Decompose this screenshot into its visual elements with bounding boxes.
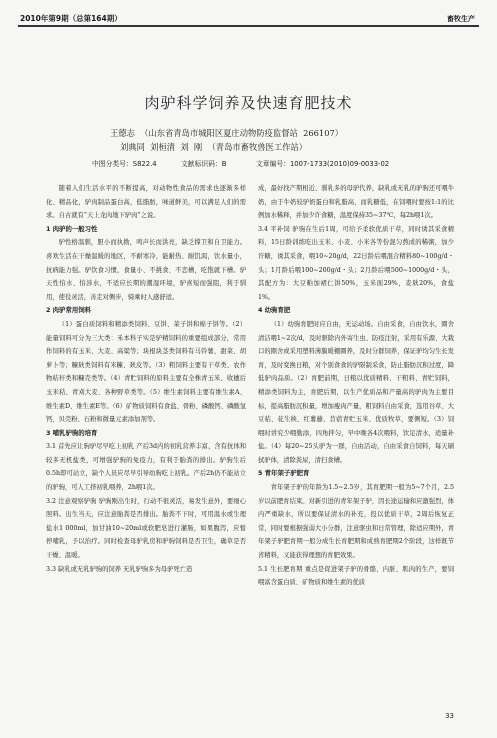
- article-number: 文章编号：1007-1733(2010)09-0033-02: [256, 160, 390, 168]
- journal-section: 畜牧生产: [447, 15, 475, 23]
- section-5-text: 青年架子驴的年龄为1.5~2.5岁，其育肥期一般为5~7个月，2.5岁以前肥育结束。对新引进的青年架子驴，因长途运输和应激强烈，体内严重缺水，所以要保证清水的补充，投以优质干草，2周后恢复正常，同时要根据强弱大小分群，注意驱虫和日常管理，除适应期外，青年架子驴肥育期一般分成生长育肥期和成熟育肥期2个阶段，这样既节省精料，又能获得理想的育肥效果。: [258, 484, 454, 560]
- section-1-heading: 1 肉驴的一般习性: [46, 224, 98, 233]
- document-code: 文献标识码：B: [181, 160, 227, 168]
- clc-number: 中图分类号：S822.4: [92, 160, 157, 168]
- right-column: [258, 182, 454, 590]
- section-2-text: （1）蛋白质饲料和精添类饲料、豆饼、菜子饼和棉子饼等。（2）能量饲料可分为三大类：禾本科子实是驴精饲料的重要组成部分，常用作饲料的有玉米、大麦、高粱等；块根块茎类饲料有马铃薯、甜菜、胡萝卜等；糠麸类饲料有米糠、麸皮等。（3）粗饲料主要有干草类、农作物秸秆类和糠壳类等。（4）青贮饲料的原料主要有全株青玉米、收穗后玉米秸、青刈大麦、各种野草类等。（5）维生素饲料主要有维生素A、维生素D、维生素E等。（6）矿物质饲料有食盐、骨粉、磷酸钙、磷酸氢钙、贝壳粉、石粉和微量元素添加剂等。: [46, 320, 246, 424]
- section-3-4-text: 3.4 平补饲 驴驹在生后1周，可给予柔软优质干草，同时诱其采食精料，15日龄训练吃出玉米、小麦、小米各等份混匀熬成的稀粥，加少许糖，诱其采食，喂10~20g/d，22日龄后喂混合精料80~100g/d・头；1月龄后喂100~200g/d・头；2月龄后喂500~1000g/d・头，其配方为：大豆粕加裙仁饼50%，玉米面29%，麦麸20%，食盐1%。: [258, 225, 454, 301]
- section-4-heading: 4 幼驹育肥: [258, 306, 291, 315]
- author-block: [110, 126, 343, 154]
- section-1-text: 驴性格温驯，胆小而执拗，鸣声长而洪亮，缺乏撑卫和自卫能力。喜欢生活在干燥温暖的地区，不耐寒冷，能耐热、耐饥渴，饮水量小，抗病能力强。驴饮食习惯，食量小、不挑食、不恋槽，吃饱就下槽。驴天性怕水、怕涉水，不适应长期的潮湿环境，驴喜短而强阻，利于驯用，使役灵活，善走对侧步，骑乘时人感舒适。: [46, 239, 246, 301]
- author-line-2: 刘典同 刘桓清 刘 刚 （青岛市畜牧兽医工作站）: [120, 142, 308, 152]
- section-2-heading: 2 肉驴常用饲料: [46, 306, 92, 315]
- continued-paragraph: 成，最好找产期相近、驯乳多的母驴代养，缺乳或无乳的驴驹还可喂牛奶，由于牛奶较驴奶蛋白和乳脂高，而乳糖低，在饲喂时要按1:1的比例加水稀释，并加少许食糖，温度保持35~37℃，每2h喂1次。: [258, 185, 454, 220]
- section-4-text: （1）幼驹育肥时应自由，无运动场。自由采食，自由饮水，圈舍清洁喂1~2次/d，及时驱除内外寄生虫、防疫注射，采用有乐源、大栽口的圈舍或采用塑料薄膜暖棚圈养，及时分群饲养，保证驴均匀生长发育，及时变换日粮，对个别食食的驴限制采食，防止脂肪沉积过度，降低驴肉品质。（2）育肥前期，日粮以优质精料、干粗料、青贮饲料，精添类饲料为主，育肥后期，以生产优质品和产量高的驴肉为主要目标，提高脂肪沉积量，增加瘦肉产量，粗饲料自由采食，选用谷草、大豆秸、花生秧、红薯藤、苜蓿青贮玉米、优质牧草，要侧短。（3）饲喂时讲究少喂勤添，四角拌匀，早中晚各4次喂料，饮足清水，适量补盐。（4）每20~25头驴为一群，自由活动，自由采食自饲料，每天刷拭驴体，清除粪尿，清扫食槽。: [258, 320, 454, 464]
- section-3-heading: 3 哺乳驴驹的培育: [46, 428, 98, 437]
- section-3-1-text: 3.1 首先应让驹驴尽早吃上初乳 产后3d内的初乳营养丰富，含有抗体和较多无机盐类，可增强驴驹的免疫力，有利于胎粪的排出。驴驹生后0.5h即可站立，缺个人员应尽早引导幼驹吃上初乳。产后2h仍不能站立的驴驹，可人工挤初乳喂养，2h喂1次。: [46, 443, 246, 492]
- header-divider: [18, 25, 479, 27]
- section-3-3-text: 3.3 缺乳或无乳驴驹的饲养 无乳驴驹多为母驴死亡造: [46, 565, 193, 573]
- left-column: [46, 182, 246, 576]
- section-5-heading: 5 青年架子驴肥育: [258, 469, 310, 478]
- intro-paragraph: 随着人们生活水平的不断提高，对动物性食品的需求也逐渐多样化、精品化，驴肉制品蛋白高，低脂肪，味道鲜美，可以满足人们的需求。自古就有“天上龙肉地下驴肉”之说。: [46, 185, 246, 220]
- journal-issue: 2010年第9期（总第164期）: [20, 14, 122, 23]
- section-3-2-text: 3.2 注意观察驴驹 驴驹刚出生时，行动不很灵活，易发生意外，要细心照料。出生当天，应注意胎粪是否排出。胎粪不下时，可用温水或生理盐水1 000ml，加甘油10~20ml或软肥皂进行灌肠，如果腹泻，应暂停哺乳，予以治疗。同时检查母驴乳房和驴驹饲料是否卫生，确草是否干燥、温暖。: [46, 497, 246, 560]
- article-title: 肉驴科学饲养及快速育肥技术: [144, 94, 353, 112]
- section-5-1-text: 5.1 生长肥育期 重点是促进架子驴的骨骼、内脏、肌肉的生产，要饲喂富含蛋白质、矿物质和维生素的优质: [258, 565, 454, 587]
- author-line-1: 王德志 （山东省青岛市城阳区夏庄动物防疫监督站 266107）: [110, 128, 344, 138]
- page-number: 33: [445, 712, 454, 720]
